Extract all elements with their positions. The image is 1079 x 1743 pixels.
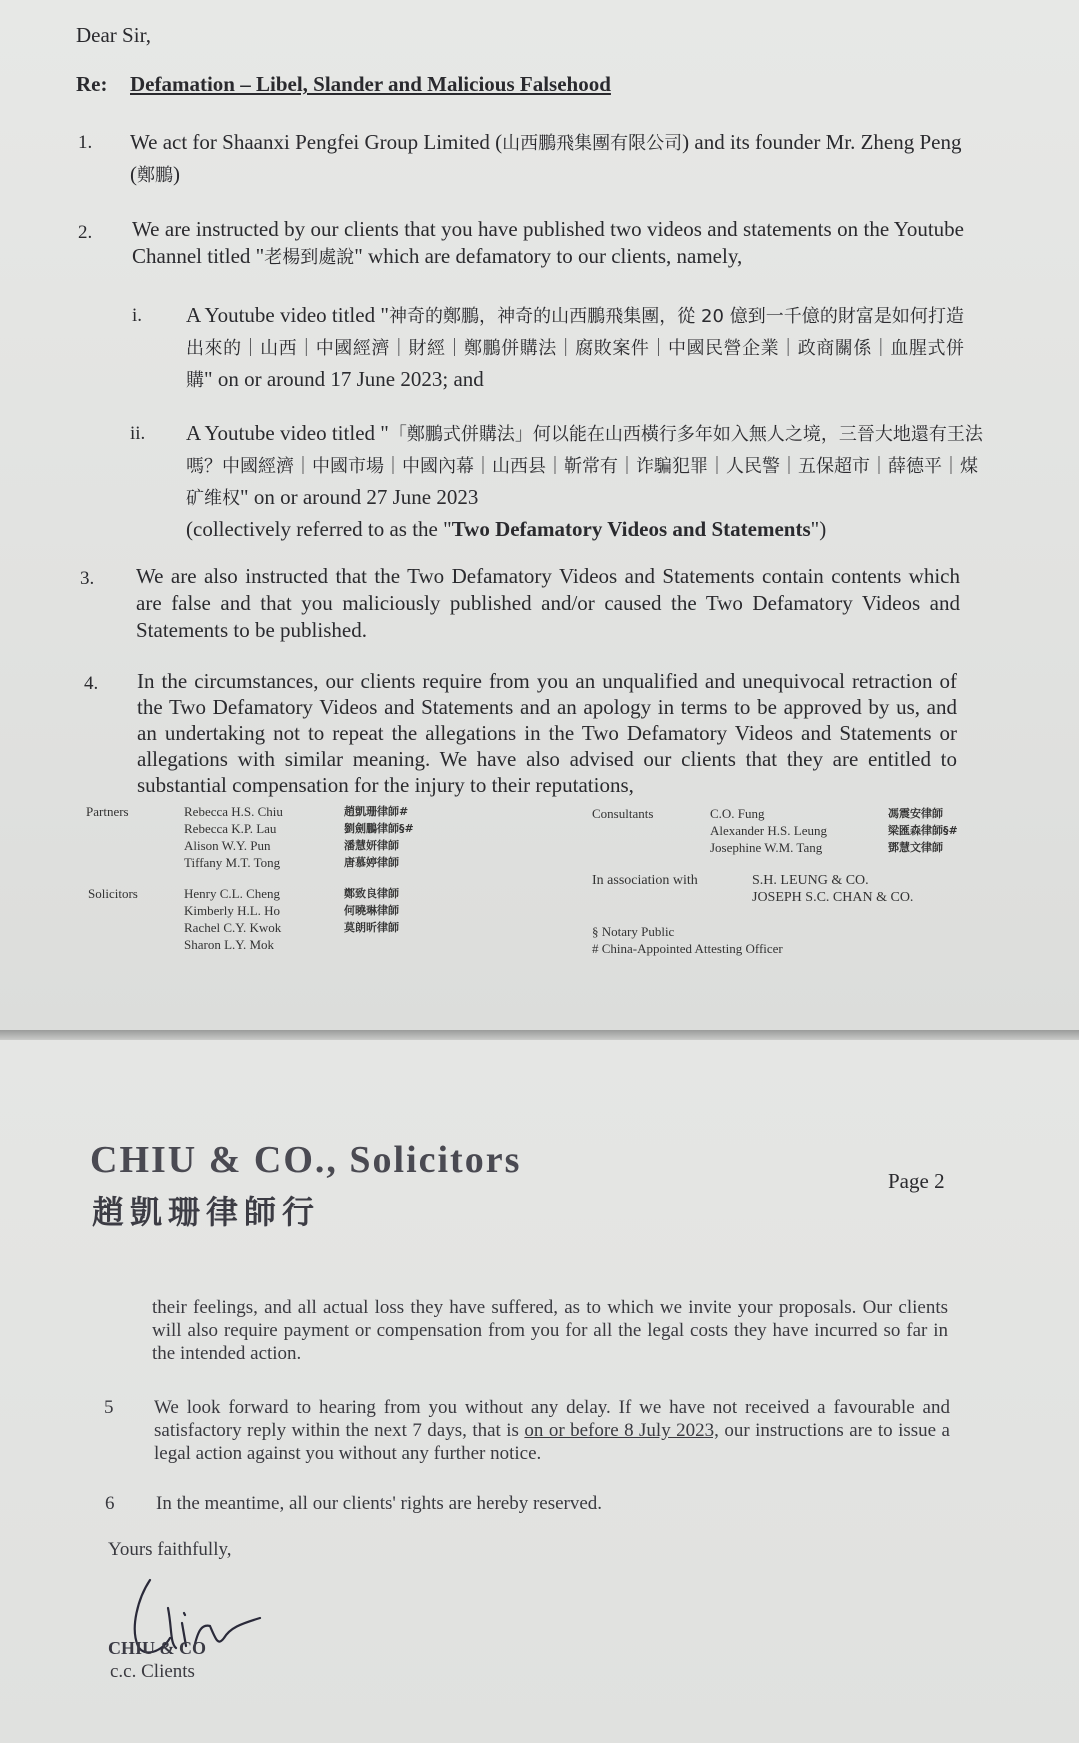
consultants-names — [710, 805, 827, 856]
item-i-text-b: " on or around 17 June 2023; and — [204, 367, 484, 391]
partner-cjk: 唐慕婷律師 — [344, 856, 399, 869]
solicitor-name: Henry C.L. Cheng — [184, 886, 281, 901]
partners-label: Partners — [86, 804, 129, 819]
para-2-number: 2. — [78, 222, 93, 243]
association-firm: JOSEPH S.C. CHAN & CO. — [752, 890, 914, 905]
closing: Yours faithfully, — [108, 1539, 232, 1560]
attesting-note: # China-Appointed Attesting Officer — [592, 941, 783, 956]
solicitor-cjk: 莫朗昕律師 — [344, 921, 399, 934]
para-5-deadline: on or before 8 July 2023, — [524, 1420, 719, 1441]
item-ii-bold: Two Defamatory Videos and Statements — [451, 517, 811, 541]
consultant-name: Alexander H.S. Leung — [710, 823, 827, 838]
item-i-text-a: A Youtube video titled " — [186, 303, 389, 327]
partner-name: Tiffany M.T. Tong — [184, 855, 281, 870]
footer-notes — [592, 923, 783, 957]
para-1 — [130, 127, 970, 191]
item-ii-text-d: ") — [810, 517, 827, 541]
para-1-text-b: ) and its founder Mr. Zheng Peng ( — [130, 130, 962, 186]
item-ii-text-c: (collectively referred to as the " — [186, 517, 452, 541]
solicitor-name: Rachel C.Y. Kwok — [184, 920, 282, 935]
para-4-continued: their feelings, and all actual loss they have suffered, as to which we invite your proposals. Our clients will also require payment or compensation from you for all the legal costs they have incurred so far in the intended action. — [152, 1297, 948, 1364]
para-1-text-c: ) — [173, 162, 180, 186]
para-5 — [154, 1396, 950, 1465]
partner-name: Alison W.Y. Pun — [184, 838, 271, 853]
partners-names — [184, 803, 283, 871]
para-1-text-a: We act for Shaanxi Pengfei Group Limited ( — [130, 130, 503, 154]
re-label: Re: — [76, 72, 108, 96]
firm-name: CHIU & CO., Solicitors — [90, 1139, 522, 1181]
association-firms — [752, 872, 913, 906]
consultants-cjk — [888, 805, 958, 856]
para-6-text: In the meantime, all our clients' rights are hereby reserved. — [156, 1493, 603, 1514]
partner-cjk: 潘慧妍律師 — [344, 839, 399, 852]
para-1-name-cjk: 鄭鵬 — [137, 165, 173, 186]
cc-line: c.c. Clients — [110, 1661, 195, 1682]
solicitor-name: Sharon L.Y. Mok — [184, 937, 275, 952]
para-3-text: We are also instructed that the Two Defamatory Videos and Statements contain contents which are false and that you maliciously published and/or caused the Two Defamatory Videos and Statements to be published. — [136, 564, 960, 642]
para-2-text-a: We are instructed by our clients that you have published two videos and statements on the Youtube Channel titled " — [132, 217, 964, 268]
partner-name: Rebecca K.P. Lau — [184, 821, 277, 836]
signatory: CHIU & CO — [108, 1638, 206, 1658]
partner-cjk: 劉劍鵬律師§# — [344, 822, 414, 835]
solicitors-cjk — [344, 885, 399, 936]
solicitors-label: Solicitors — [88, 886, 138, 901]
firm-name-cjk: 趙凱珊律師行 — [92, 1193, 321, 1231]
para-1-number: 1. — [78, 132, 93, 153]
consultant-cjk: 馮震安律師 — [888, 807, 943, 820]
consultant-cjk: 梁匯森律師§# — [888, 824, 958, 837]
item-ii-title-cjk: 「鄭鵬式併購法」何以能在山西橫行多年如入無人之境，三晉大地還有王法嗎？中國經濟｜中國市場｜中國內幕｜山西县｜靳常有｜诈騙犯罪｜人民警｜五保超市｜薛德平｜煤矿维权 — [186, 424, 983, 509]
page-separator — [0, 1030, 1079, 1040]
letter-page-2 — [0, 1040, 1079, 1743]
partner-name: Rebecca H.S. Chiu — [184, 804, 283, 819]
partner-cjk: 趙凱珊律師# — [344, 805, 409, 818]
item-i-title-cjk: 神奇的鄭鵬，神奇的山西鵬飛集團，從 20 億到一千億的財富是如何打造出來的｜山西｜中國經濟｜財經｜鄭鵬併購法｜腐敗案件｜中國民營企業｜政商關係｜血腥式併購 — [186, 306, 964, 391]
solicitor-cjk: 鄭致良律師 — [344, 887, 399, 900]
consultant-name: Josephine W.M. Tang — [710, 840, 823, 855]
para-1-company-cjk: 山西鵬飛集團有限公司 — [502, 133, 683, 154]
item-i-number: i. — [132, 305, 143, 326]
solicitors-names — [184, 885, 281, 953]
para-6-number: 6 — [105, 1493, 115, 1514]
re-subject: Defamation – Libel, Slander and Malicious Falsehood — [130, 72, 611, 96]
salutation: Dear Sir, — [76, 23, 151, 47]
item-ii-number: ii. — [130, 423, 146, 444]
item-ii-text-a: A Youtube video titled " — [186, 421, 389, 445]
para-5-number: 5 — [104, 1397, 114, 1418]
para-2 — [132, 216, 964, 271]
para-2-text-b: " which are defamatory to our clients, namely, — [354, 244, 743, 268]
notary-note: § Notary Public — [592, 924, 675, 939]
consultant-cjk: 鄧慧文律師 — [888, 841, 943, 854]
para-4-text: In the circumstances, our clients require from you an unqualified and unequivocal retraction of the Two Defamatory Videos and Statements and an apology in terms to be approved by us, and an undertaking not to repeat the allegations in the Two Defamatory Videos and Statements or allegations with similar meaning. We have also advised our clients that they are entitled to substantial compensation for the injury to their reputations, — [137, 669, 957, 797]
para-2-channel-cjk: 老楊到處說 — [264, 247, 355, 268]
solicitor-name: Kimberly H.L. Ho — [184, 903, 281, 918]
association-label: In association with — [592, 873, 698, 888]
para-4-number: 4. — [84, 673, 99, 694]
association-firm: S.H. LEUNG & CO. — [752, 873, 869, 888]
partners-cjk — [344, 803, 414, 871]
para-3-number: 3. — [80, 568, 95, 589]
consultants-label: Consultants — [592, 806, 654, 821]
item-ii — [186, 418, 986, 545]
consultant-name: C.O. Fung — [710, 806, 765, 821]
item-ii-text-b: " on or around 27 June 2023 — [240, 485, 479, 509]
para-5-text-a: We look forward to hearing from you without any delay. If we have not received a favourable and satisfactory reply within the next 7 days, that is — [154, 1397, 950, 1441]
item-i — [186, 300, 964, 396]
para-5-text-b: our instructions are to issue a legal action against you without any further notice. — [154, 1420, 950, 1464]
solicitor-cjk: 何曉琳律師 — [344, 904, 399, 917]
page-number: Page 2 — [888, 1169, 945, 1193]
